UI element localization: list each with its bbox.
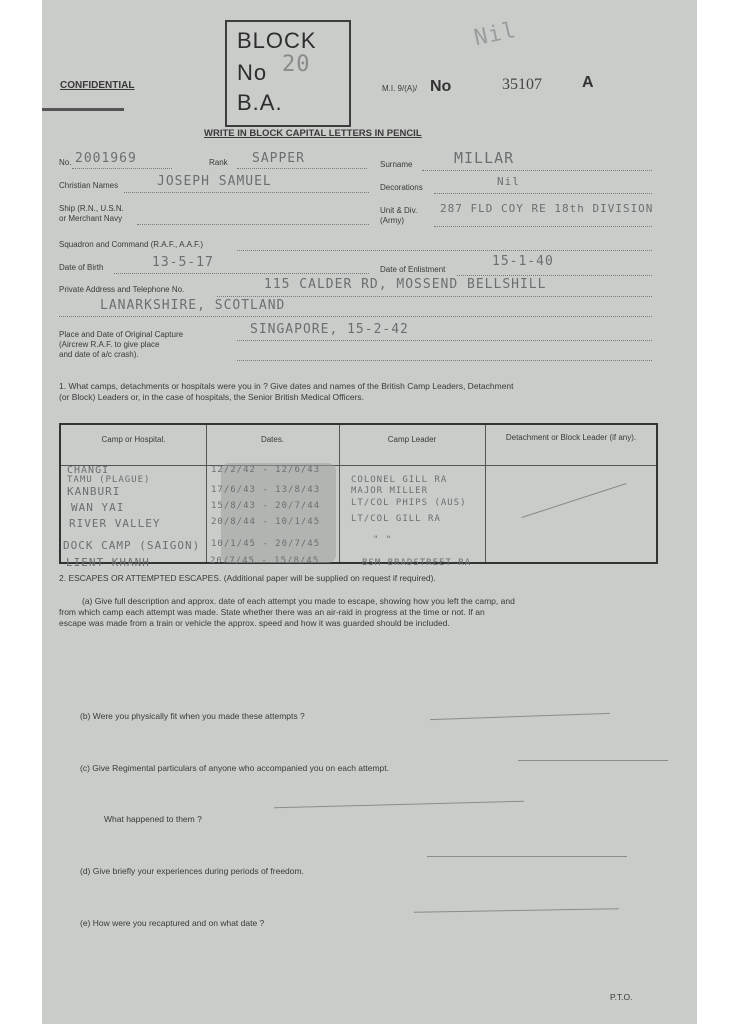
q2a-line3: escape was made from a train or vehicle the approx. speed and how it was guarded should be included.: [59, 618, 450, 628]
leader-row-3: MAJOR MILLER: [351, 486, 429, 496]
confidential-label: CONFIDENTIAL: [60, 80, 135, 91]
decorations-label: Decorations: [380, 183, 423, 192]
capture-label-1: Place and Date of Original Capture: [59, 330, 184, 339]
christian-label: Christian Names: [59, 181, 119, 190]
block-stamp: [225, 20, 351, 127]
dates-row-1: 12/2/42 - 12/6/43: [211, 465, 321, 475]
form-page: [42, 0, 697, 1024]
detachment-dash: [522, 483, 627, 518]
dates-row-4: 15/8/43 - 20/7/44: [211, 501, 321, 511]
q2a-line2: from which camp each attempt was made. State whether there was an air-raid in progress at the time or not. If an: [59, 607, 485, 617]
capture-label-2: (Aircrew R.A.F. to give place: [59, 340, 160, 349]
camps-table: [59, 423, 658, 564]
capture-label-3: and date of a/c crash).: [59, 350, 139, 359]
ship-label-1: Ship (R.N., U.S.N.: [59, 204, 124, 213]
q2d: (d) Give briefly your experiences during periods of freedom.: [80, 866, 304, 876]
q2b: (b) Were you physically fit when you made these attempts ?: [80, 711, 305, 721]
q2e: (e) How were you recaptured and on what date ?: [80, 918, 265, 928]
decorations-value: Nil: [497, 175, 520, 188]
capture-value: SINGAPORE, 15-2-42: [250, 322, 409, 337]
form-no-label: No: [430, 78, 452, 95]
no-label: No.: [59, 158, 72, 167]
christian-value: JOSEPH SAMUEL: [157, 174, 272, 189]
camp-row-3: KANBURI: [67, 485, 121, 498]
q2-heading: 2. ESCAPES OR ATTEMPTED ESCAPES. (Additional paper will be supplied on request if required).: [59, 573, 436, 583]
no-value: 2001969: [75, 151, 137, 166]
dates-row-5: 20/8/44 - 10/1/45: [211, 517, 321, 527]
squadron-label: Squadron and Command (R.A.F., A.A.F.): [59, 240, 204, 249]
leader-row-5: LT/COL GILL RA: [351, 514, 441, 524]
stamp-no: No: [237, 60, 268, 85]
form-code: M.I. 9/(A)/: [382, 84, 418, 93]
camp-row-4: WAN YAI: [71, 501, 125, 514]
q2a-line1: (a) Give full description and approx. date of each attempt you made to escape, showing how you left the camp, and: [82, 596, 515, 606]
camp-row-6: DOCK CAMP (SAIGON): [63, 539, 201, 552]
camp-overflow: LIENT KHANH: [66, 556, 150, 569]
q1-line2: (or Block) Leaders or, in the case of hospitals, the Senior British Medical Officers.: [59, 392, 365, 402]
unit-label-1: Unit & Div.: [380, 206, 418, 215]
col-header-leader: Camp Leader: [387, 435, 437, 444]
leader-row-4: LT/COL PHIPS (AUS): [351, 498, 467, 508]
dates-row-6: 10/1/45 - 20/7/45: [211, 539, 321, 549]
leader-row-6: " ": [373, 535, 393, 545]
enlistment-value: 15-1-40: [492, 254, 554, 269]
rank-label: Rank: [209, 158, 228, 167]
col-header-dates: Dates.: [260, 435, 285, 444]
address-label: Private Address and Telephone No.: [59, 285, 185, 294]
stamp-ba: B.A.: [237, 90, 283, 115]
enlistment-label: Date of Enlistment: [380, 265, 446, 274]
dob-value: 13-5-17: [152, 255, 214, 270]
ship-label-2: or Merchant Navy: [59, 214, 123, 223]
stamp-block: BLOCK: [237, 28, 317, 53]
col-header-detachment: Detachment or Block Leader (if any).: [505, 433, 637, 442]
camp-row-2: TAMU (PLAGUE): [67, 475, 151, 485]
camp-row-1: CHANGI: [67, 465, 110, 476]
form-suffix: A: [582, 74, 594, 91]
rank-value: SAPPER: [252, 151, 305, 166]
surname-value: MILLAR: [454, 149, 515, 167]
unit-value: 287 FLD COY RE 18th DIVISION: [440, 202, 654, 215]
q1-line1: 1. What camps, detachments or hospitals were you in ? Give dates and names of the British Camp Leaders, Detachment: [59, 381, 514, 391]
unit-label-2: (Army): [380, 216, 404, 225]
address-line1: 115 CALDER RD, MOSSEND BELLSHILL: [264, 277, 547, 292]
form-number: 35107: [502, 76, 542, 93]
pto-label: P.T.O.: [610, 992, 633, 1002]
instruction-heading: WRITE IN BLOCK CAPITAL LETTERS IN PENCIL: [204, 128, 422, 139]
camp-row-5: RIVER VALLEY: [69, 517, 161, 530]
stamp-number: 20: [282, 52, 311, 77]
dates-overflow: 20/7/45 - 15/8/45: [210, 556, 320, 566]
pin-mark: [42, 108, 124, 111]
q2c-sub: What happened to them ?: [104, 814, 202, 824]
col-header-camp: Camp or Hospital.: [101, 435, 166, 444]
nil-mark: Nil: [471, 17, 519, 52]
dob-label: Date of Birth: [59, 263, 104, 272]
address-line2: LANARKSHIRE, SCOTLAND: [100, 298, 286, 313]
surname-label: Surname: [380, 160, 413, 169]
leader-overflow: BSM BRADSTREET RA: [362, 558, 472, 568]
q2c: (c) Give Regimental particulars of anyone who accompanied you on each attempt.: [80, 763, 389, 773]
leader-row-2: COLONEL GILL RA: [351, 475, 448, 485]
dates-row-3: 17/6/43 - 13/8/43: [211, 485, 321, 495]
